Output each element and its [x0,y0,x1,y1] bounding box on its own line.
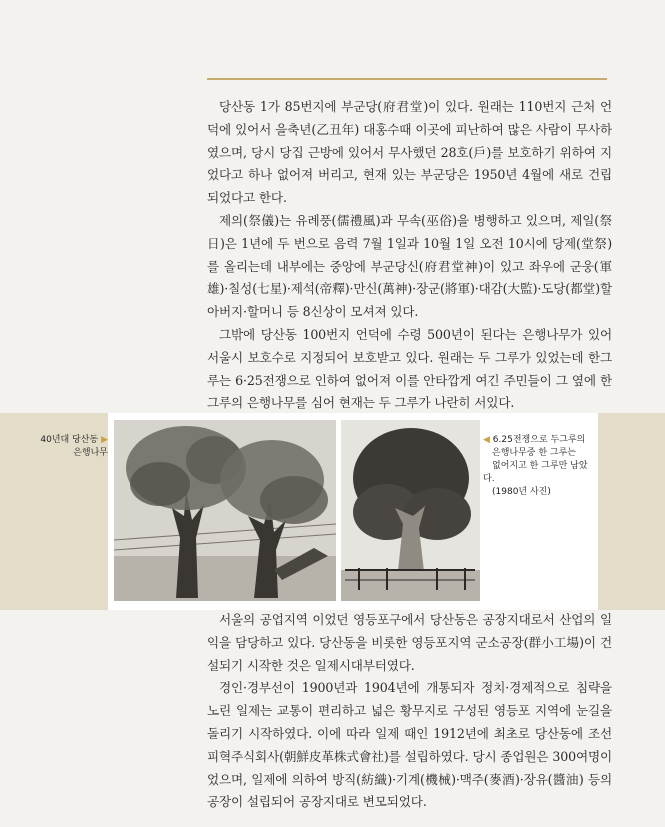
paragraph: 경인·경부선이 1900년과 1904년에 개통되자 정치·경제적으로 침략을 노린 일제는 교통이 편리하고 넓은 황무지로 구성된 영등포 지역에 눈길을 돌리기 시작하였다. 이에 따라 일제 때인 1912년에 최초로 당산동에 조선피혁주식회사(朝鮮皮革株式會社)를 설립하였다. 당시 종업원은 300여명이었으며, 일제에 의하여 방직(紡織)·기계(機械)·맥주(麥酒)·장유(醬油) 등의 공장이 설립되어 공장지대로 변모되었다. [207,680,612,810]
paragraph: 서울의 공업지역 이었던 영등포구에서 당산동은 공장지대로서 산업의 일익을 담당하고 있다. 당산동을 비롯한 영등포지역 군소공장(群小工場)이 건설되기 시작한 것은 일제시대부터였다. [207,612,612,673]
photo-caption-right [483,434,593,499]
text-block-top [207,96,612,415]
ginkgo-trees-1940s-photo [114,420,336,601]
triangle-left-icon: ◀ [483,435,490,445]
triangle-right-icon: ▶ [101,435,108,445]
caption-line: 6.25전쟁으로 두그루의 [492,435,586,445]
caption-line: (1980년 사진) [492,487,551,497]
caption-line: 은행나무 [73,448,108,458]
ginkgo-tree-1980-photo [341,420,480,601]
paragraph: 제의(祭儀)는 유례풍(儒禮風)과 무속(巫俗)을 병행하고 있으며, 제일(祭日)은 1년에 두 번으로 음력 7월 1일과 10월 1일 오전 10시에 당제(堂祭)를 올리는데 내부에는 중앙에 부군당신(府君堂神)이 있고 좌우에 군웅(軍雄)·칠성(七星)·제석(帝釋)·만신(萬神)·장군(將軍)·대감(大監)·도당(都堂)할아버지·할머니 등 8신상이 모셔져 있다. [207,212,612,320]
paragraph: 당산동 1가 85번지에 부군당(府君堂)이 있다. 원래는 110번지 근처 언덕에 있어서 을축년(乙丑年) 대홍수때 이곳에 피난하여 많은 사람이 무사하였으며, 당시 당집 근방에 있어서 무사했던 28호(戶)를 보호하기 위하여 지었다고 하나 없어져 버리고, 현재 있는 부군당은 1950년 4월에 새로 건립되었다고 한다. [207,99,612,206]
caption-line: 은행나무중 한 그루는 [492,448,576,458]
text-block-bottom [207,609,612,814]
paragraph: 그밖에 당산동 100번지 언덕에 수령 500년이 된다는 은행나무가 있어 서울시 보호수로 지정되어 보호받고 있다. 원래는 두 그루가 있었는데 한그루는 6·25전쟁으로 인하여 없어져 이를 안타깝게 여긴 주민들이 그 옆에 한 그루의 은행나무를 심어 현재는 두 그루가 나란히 서있다. [207,326,612,411]
caption-line: 없어지고 한 그루만 남았다. [483,461,588,484]
photo-caption-left [12,434,108,460]
caption-line: 40년대 당산동 [40,435,99,445]
top-rule [207,78,607,80]
